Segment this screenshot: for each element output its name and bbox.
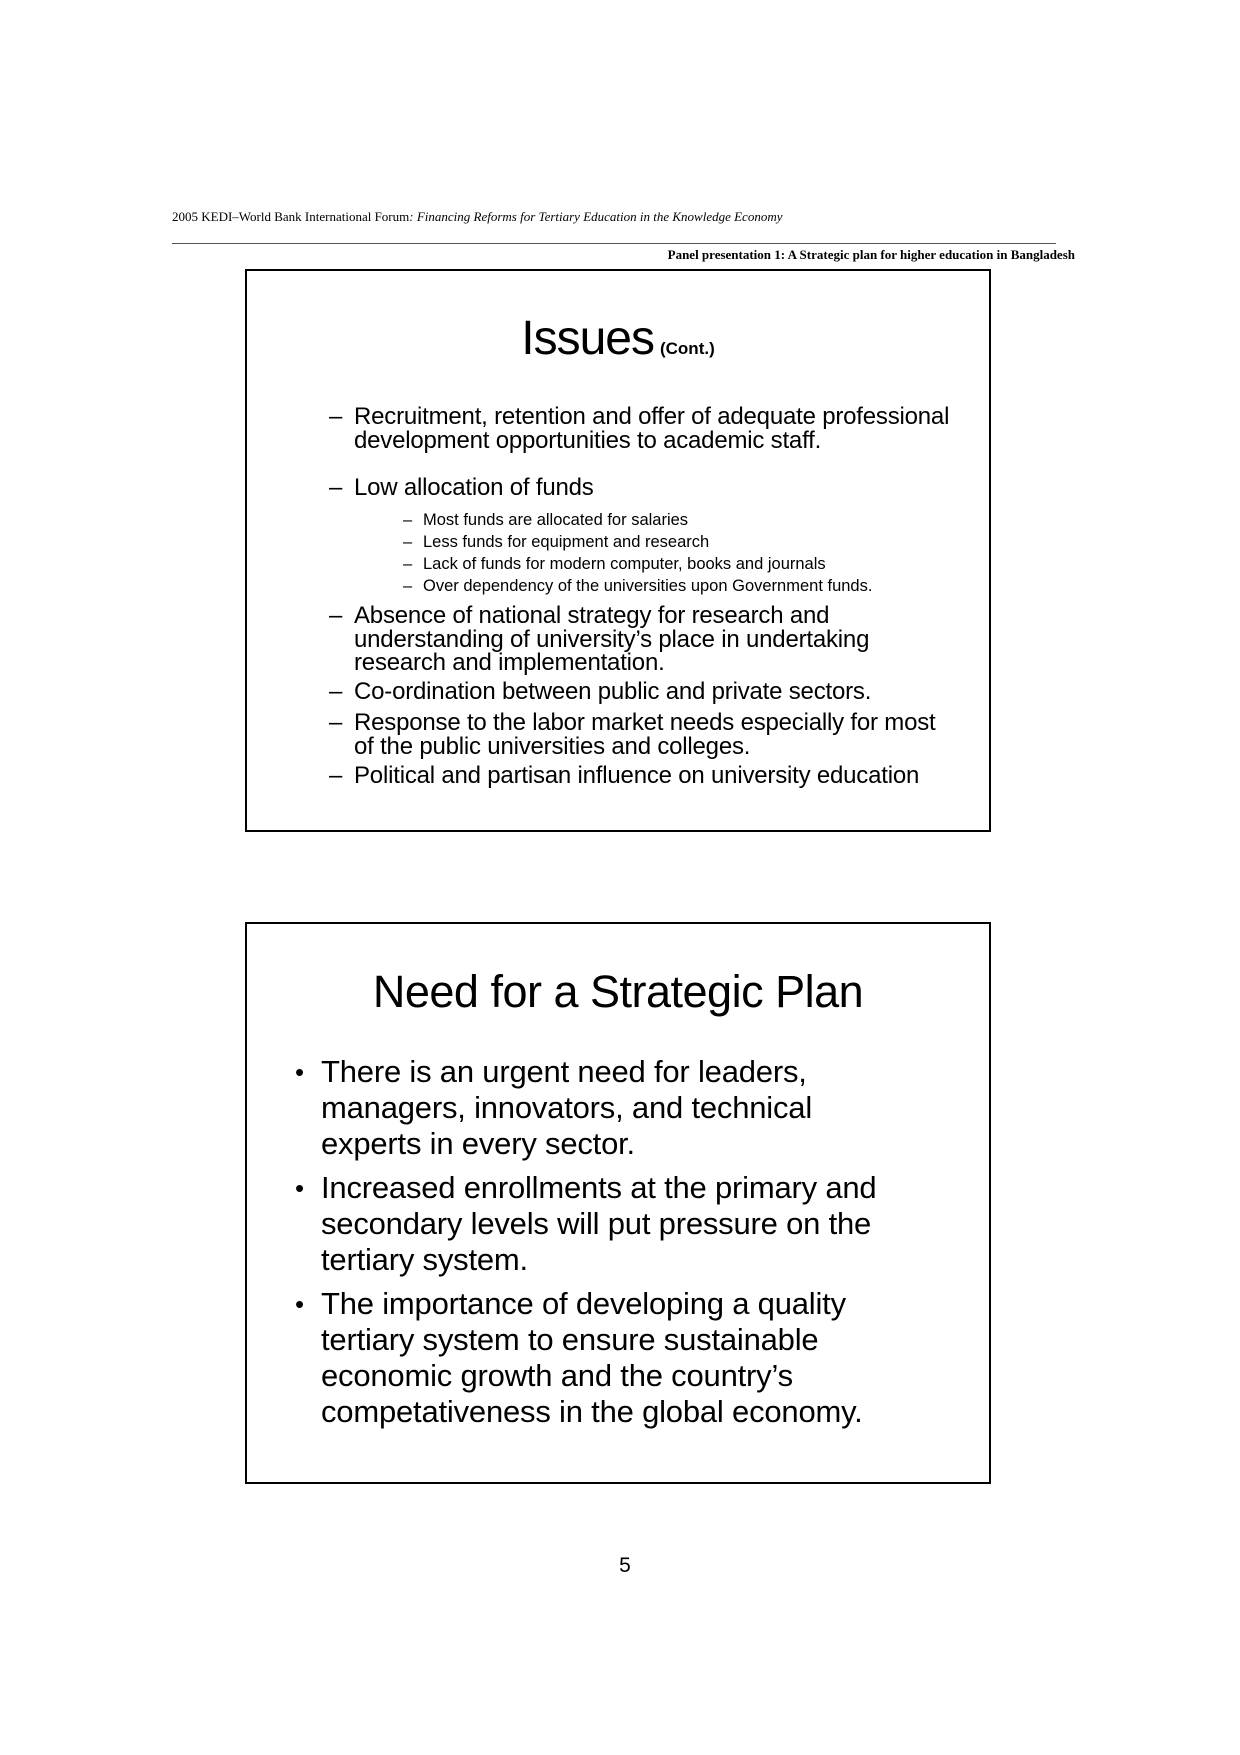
forum-name: 2005 KEDI–World Bank International Forum xyxy=(172,209,410,224)
list-item-text: Recruitment, retention and offer of adequate professional development opportunities to academic staff. xyxy=(354,403,950,454)
list-item xyxy=(295,1054,911,1162)
dash-bullet-icon: – xyxy=(403,511,413,529)
slide-title-text: Issues xyxy=(521,312,654,365)
list-item xyxy=(329,709,954,760)
forum-separator: : xyxy=(409,209,417,224)
forum-title: Financing Reforms for Tertiary Education in the Knowledge Economy xyxy=(416,209,783,224)
sub-list-item xyxy=(403,553,943,575)
dash-bullet-icon: – xyxy=(403,533,413,551)
bullet-icon: • xyxy=(295,1173,304,1203)
panel-title: Panel presentation 1: A Strategic plan for higher education in Bangladesh xyxy=(667,247,1075,262)
dash-bullet-icon: – xyxy=(329,403,343,430)
list-item-text: Low allocation of funds xyxy=(354,474,594,501)
bullet-icon: • xyxy=(295,1289,304,1319)
running-header xyxy=(172,209,783,225)
page-number: 5 xyxy=(619,1554,631,1577)
list-item xyxy=(295,1286,911,1430)
list-item-text: There is an urgent need for leaders, managers, innovators, and technical experts in every sector. xyxy=(321,1054,813,1161)
list-item xyxy=(329,678,954,705)
list-item-text: Political and partisan influence on university education xyxy=(354,762,920,789)
dash-bullet-icon: – xyxy=(329,678,343,705)
dash-bullet-icon: – xyxy=(329,709,343,736)
bullet-icon: • xyxy=(295,1057,304,1087)
dash-bullet-icon: – xyxy=(329,762,343,789)
list-item-text: The importance of developing a quality tertiary system to ensure sustainable economic growth and the country’s competativeness in the global economy. xyxy=(321,1286,863,1429)
dash-bullet-icon: – xyxy=(403,577,413,595)
sub-list-item-text: Over dependency of the universities upon Government funds. xyxy=(423,577,873,595)
list-item xyxy=(329,474,954,501)
sub-list-item-text: Lack of funds for modern computer, books and journals xyxy=(423,555,826,573)
slide-issues xyxy=(245,269,991,832)
dash-bullet-icon: – xyxy=(403,555,413,573)
sub-list-item xyxy=(403,509,943,531)
list-item-text: Response to the labor market needs especially for most of the public universities and colleges. xyxy=(354,709,936,760)
dash-bullet-icon: – xyxy=(329,602,343,629)
sub-list-item-text: Less funds for equipment and research xyxy=(423,533,710,551)
header-rule xyxy=(172,243,1056,244)
slide-need-for-strategic-plan xyxy=(245,922,991,1484)
list-item xyxy=(295,1170,911,1278)
slide-title: Need for a Strategic Plan xyxy=(372,966,864,1017)
slide-title xyxy=(247,311,989,377)
list-item-text: Co-ordination between public and private sectors. xyxy=(354,678,872,705)
sub-list-item-text: Most funds are allocated for salaries xyxy=(423,511,689,529)
list-item xyxy=(329,762,954,789)
list-item-text: Absence of national strategy for research and understanding of university’s place in undertaking research and implementation. xyxy=(354,602,870,676)
sub-list-item xyxy=(403,575,943,597)
list-item xyxy=(329,403,954,454)
slide-title-suffix: (Cont.) xyxy=(659,339,715,358)
list-item xyxy=(329,602,954,676)
dash-bullet-icon: – xyxy=(329,474,343,501)
sub-list-item xyxy=(403,531,943,553)
list-item-text: Increased enrollments at the primary and secondary levels will put pressure on the tertiary system. xyxy=(321,1170,877,1277)
